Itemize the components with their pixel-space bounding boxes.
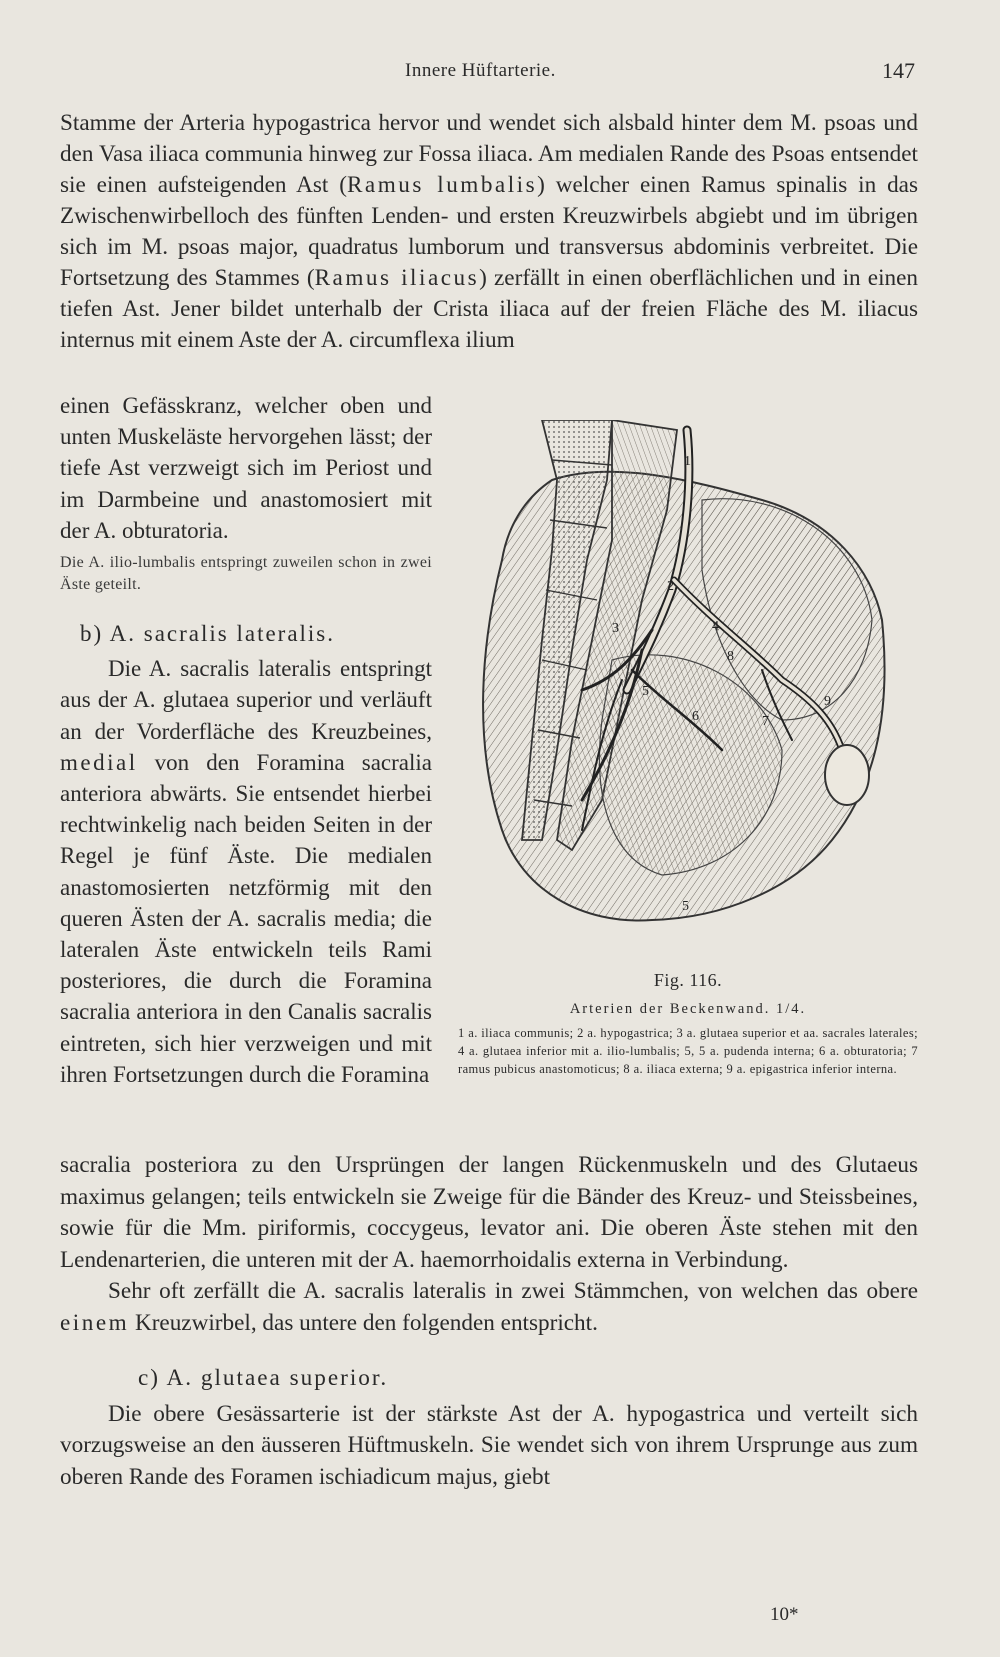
running-head: Innere Hüftarterie. [405,60,556,81]
page-number: 147 [882,58,915,83]
figure-number: 9 [824,694,831,709]
section-c-heading: c) A. glutaea superior. [138,1365,389,1391]
term-einem: einem [60,1309,130,1336]
text-segment: Sehr oft zerfällt die A. sacralis lateralis in zwei Stämmchen, von welchen das obere [108,1278,918,1304]
text-segment: von den Foramina sacralia anteriora abwärts. Sie entsendet hierbei rechtwinkelig nach beiden Seiten in der Regel je fünf Äste. Die medialen anastomosierten netzförmig mit den queren Ästen der A. sacralis media; die lateralen Äste entwickeln teils Rami posteriores, die durch die Foramina sacralia anteriora in den Canalis sacralis eintreten, sich hier verzweigen und mit ihren Fortsetzungen durch die Foramina [60,749,432,1087]
pelvic-wall-illustration [462,420,902,940]
section-c-text: Die obere Gesässarterie ist der stärkste Ast der A. hypogastrica und verteilt sich vorzugsweise an den äusseren Hüftmuskeln. Sie wendet sich von ihrem Ursprunge aus zum oberen Rande des Foramen ischiadicum majus, giebt [60,1400,918,1490]
figure-number: 2 [667,579,674,594]
figure-number: 5 [682,899,689,914]
section-b-heading: b) A. sacralis lateralis. [80,621,336,647]
text-segment: Stamme der Arteria hypogastrica hervor und wendet sich alsbald hinter dem M. psoas und den Vasa iliaca communia hinweg zur Fossa iliaca. Am medialen Rande des Psoas entsendet sie einen aufsteigenden Ast ( [60,110,918,198]
text-segment: ) zerfällt in einen oberflächlichen und in einen tiefen Ast. Jener bildet unterhalb der Crista iliaca auf der freien Fläche des M. iliacus internus mit einem Aste der A. circumflexa ilium [60,265,918,353]
paragraph-2 [60,1276,918,1339]
figure-legend: 1 a. iliaca communis; 2 a. hypogastrica; 3 a. glutaea superior et aa. sacrales laterales; 4 a. glutaea inferior mit a. ilio-lumbalis; 5, 5 a. pudenda interna; 6 a. obturatoria; 7 ramus pubicus anastomoticus; 8 a. iliaca externa; 9 a. epigastrica inferior interna. [458,1026,918,1076]
bottom-continuation: sacralia posteriora zu den Ursprüngen der langen Rückenmuskeln und des Glutaeus maximus gelangen; teils entwickeln sie Zweige für die Bänder des Kreuz- und Steissbeines, sowie für die Mm. piriformis, coccygeus, levator ani. Die oberen Äste stehen mit den Lendenarterien, die unteren mit der A. haemorrhoidalis externa in Verbindung. [60,1152,918,1273]
figure-number: 5 [642,684,649,699]
figure-label: Fig. 116. [653,970,723,990]
top-paragraph [60,108,918,356]
section-b-text [60,653,432,1090]
figure-number: 1 [684,454,691,469]
bottom-text [60,1150,918,1493]
signature-mark: 10* [770,1604,799,1625]
figure-number: 4 [712,619,719,634]
figure-number: 8 [727,649,734,664]
text-segment: Kreuzwirbel, das untere den folgenden entspricht. [129,1309,598,1336]
text-segment: Die A. sacralis lateralis entspringt aus der A. glutaea superior und verläuft an der Vorderfläche des Kreuzbeines, [60,656,432,744]
term-ramus-lumbalis: Ramus lumbalis [346,172,538,198]
left-continuation: einen Gefässkranz, welcher oben und unten Muskeläste hervorgehen lässt; der tiefe Ast verzweigt sich im Periost und im Darmbeine und anastomosiert mit der A. obturatoria. [60,393,432,543]
vessel-cross-section [825,745,869,805]
page-header [60,60,915,90]
small-print-note: Die A. ilio-lumbalis entspringt zuweilen schon in zwei Äste geteilt. [60,554,432,594]
figure-number: 3 [612,621,619,636]
term-ramus-iliacus: Ramus iliacus [314,265,480,291]
term-medial: medial [60,749,138,775]
figure-scale: 1/4. [776,1001,807,1017]
figure-title-line [458,1001,918,1018]
text-segment: ) welcher einen Ramus spinalis in das Zwischenwirbelloch des fünften Lenden- und ersten Kreuzwirbels abgiebt und im übrigen sich im M. psoas major, quadratus lumborum und transversus abdominis verbreitet. Die Fortsetzung des Stammes ( [60,172,918,291]
figure-number: 6 [692,709,699,724]
figure-caption [458,970,918,1078]
figure-title: Arterien der Beckenwand. [569,1001,771,1017]
anatomical-figure [462,420,902,940]
left-column [60,390,432,1090]
figure-number: 7 [762,714,769,729]
